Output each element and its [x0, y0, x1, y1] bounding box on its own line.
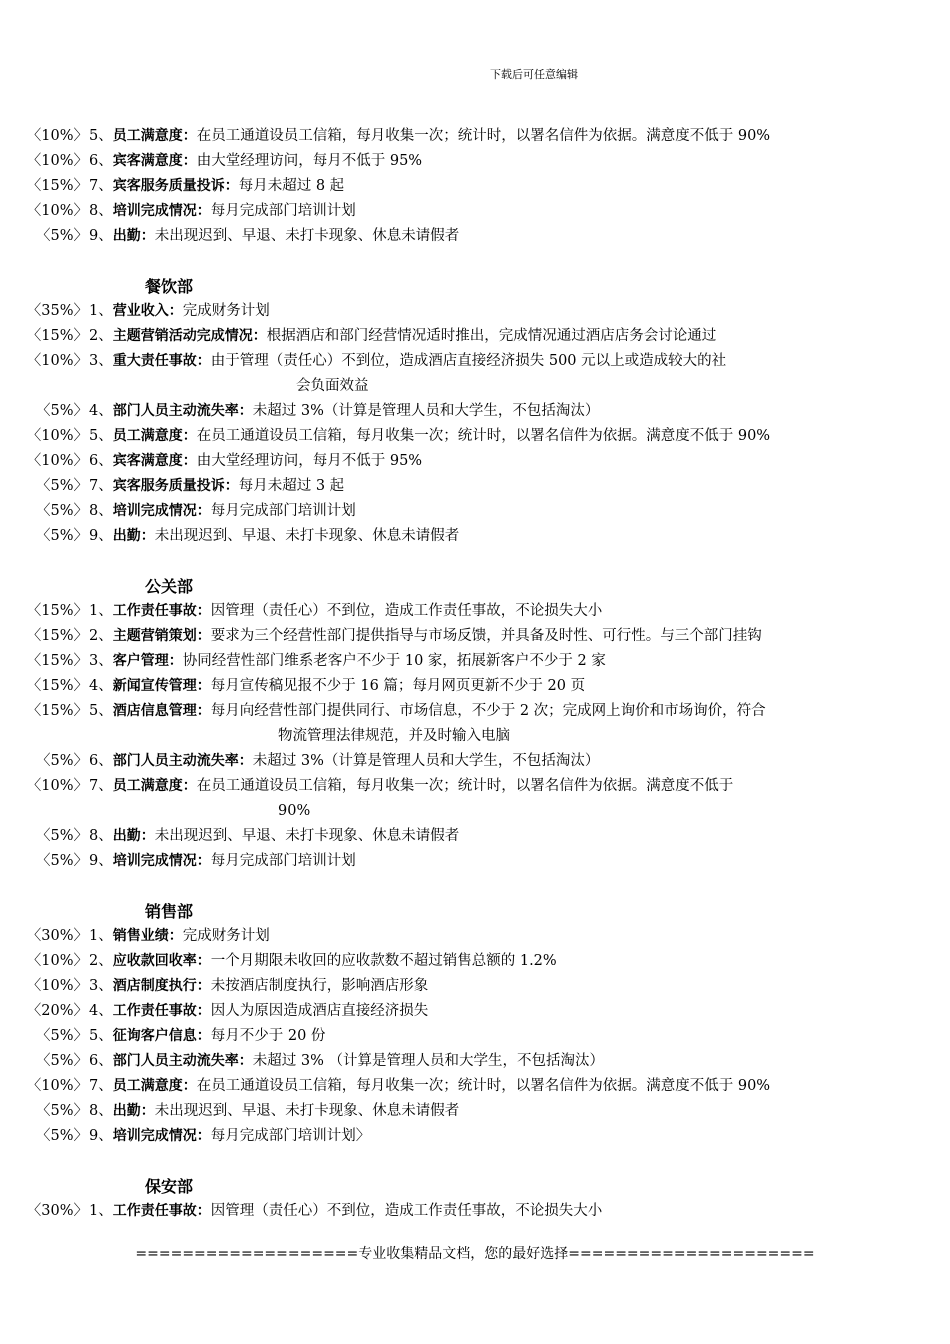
kpi-number: 6、 — [89, 453, 113, 469]
kpi-weight: 〈5%〉 — [35, 828, 88, 844]
kpi-description: 未出现迟到、早退、未打卡现象、休息未请假者 — [154, 1103, 460, 1119]
kpi-weight: 〈5%〉 — [35, 753, 88, 769]
kpi-number: 1、 — [89, 603, 113, 619]
kpi-label: 培训完成情况： — [112, 503, 211, 519]
kpi-weight: 〈5%〉 — [35, 478, 88, 494]
kpi-description: 在员工通道设员工信箱，每月收集一次；统计时，以署名信件为依据。满意度不低于 90% — [196, 1078, 771, 1094]
kpi-number: 8、 — [89, 1103, 113, 1119]
kpi-item — [0, 1099, 950, 1124]
kpi-item — [0, 699, 950, 724]
kpi-label: 部门人员主动流失率： — [112, 753, 253, 769]
kpi-item — [0, 474, 950, 499]
kpi-label: 营业收入： — [112, 303, 183, 319]
kpi-item — [0, 999, 950, 1024]
kpi-weight: 〈15%〉 — [26, 703, 88, 719]
kpi-label: 工作责任事故： — [112, 1003, 211, 1019]
department-heading: 销售部 — [145, 902, 194, 921]
kpi-number: 2、 — [89, 628, 113, 644]
kpi-description: 协同经营性部门维系老客户不少于 10 家，拓展新客户不少于 2 家 — [182, 653, 606, 669]
kpi-item — [0, 524, 950, 549]
kpi-number: 7、 — [89, 478, 113, 494]
kpi-weight: 〈15%〉 — [26, 628, 88, 644]
kpi-label: 主题营销策划： — [112, 628, 211, 644]
kpi-item — [0, 649, 950, 674]
kpi-number: 2、 — [89, 953, 113, 969]
kpi-item — [0, 1074, 950, 1099]
kpi-number: 1、 — [89, 1203, 113, 1219]
kpi-weight: 〈5%〉 — [35, 528, 88, 544]
kpi-label: 出勤： — [112, 828, 155, 844]
kpi-label: 培训完成情况： — [112, 203, 211, 219]
kpi-number: 4、 — [89, 678, 113, 694]
kpi-label: 部门人员主动流失率： — [112, 403, 253, 419]
kpi-weight: 〈35%〉 — [26, 303, 88, 319]
kpi-item — [0, 849, 950, 874]
kpi-item — [0, 424, 950, 449]
kpi-weight: 〈10%〉 — [26, 153, 88, 169]
kpi-weight: 〈5%〉 — [35, 1103, 88, 1119]
kpi-description: 因人为原因造成酒店直接经济损失 — [210, 1003, 429, 1019]
kpi-weight: 〈30%〉 — [26, 1203, 88, 1219]
kpi-item — [0, 599, 950, 624]
kpi-description: 要求为三个经营性部门提供指导与市场反馈，并具备及时性、可行性。与三个部门挂钩 — [210, 628, 762, 644]
kpi-number: 8、 — [89, 203, 113, 219]
kpi-weight: 〈10%〉 — [26, 453, 88, 469]
kpi-description: 每月未超过 3 起 — [238, 478, 345, 494]
kpi-number: 9、 — [89, 1128, 113, 1144]
kpi-item — [0, 199, 950, 224]
kpi-number: 6、 — [89, 753, 113, 769]
kpi-number: 6、 — [89, 153, 113, 169]
kpi-item — [0, 349, 950, 374]
kpi-description-continued: 90% — [278, 803, 311, 819]
kpi-item — [0, 1024, 950, 1049]
kpi-item — [0, 1049, 950, 1074]
kpi-description: 未出现迟到、早退、未打卡现象、休息未请假者 — [154, 828, 460, 844]
kpi-number: 8、 — [89, 828, 113, 844]
kpi-description-continued: 物流管理法律规范，并及时输入电脑 — [278, 728, 510, 744]
kpi-number: 1、 — [89, 303, 113, 319]
kpi-item — [0, 824, 950, 849]
kpi-weight: 〈5%〉 — [35, 1053, 88, 1069]
kpi-label: 出勤： — [112, 1103, 155, 1119]
page-footer: ===================专业收集精品文档，您的最好选择===================== — [135, 1246, 815, 1262]
kpi-number: 6、 — [89, 1053, 113, 1069]
kpi-description: 每月完成部门培训计划〉 — [210, 1128, 371, 1144]
kpi-number: 2、 — [89, 328, 113, 344]
kpi-label: 酒店信息管理： — [112, 703, 211, 719]
kpi-item — [0, 924, 950, 949]
kpi-item — [0, 1124, 950, 1149]
kpi-number: 3、 — [89, 353, 113, 369]
kpi-weight: 〈10%〉 — [26, 978, 88, 994]
kpi-number: 9、 — [89, 853, 113, 869]
kpi-description: 在员工通道设员工信箱，每月收集一次；统计时，以署名信件为依据。满意度不低于 90% — [196, 128, 771, 144]
kpi-label: 新闻宣传管理： — [112, 678, 211, 694]
kpi-weight: 〈10%〉 — [26, 353, 88, 369]
kpi-label: 培训完成情况： — [112, 1128, 211, 1144]
kpi-item — [0, 949, 950, 974]
kpi-item — [0, 974, 950, 999]
kpi-description: 因管理（责任心）不到位，造成工作责任事故，不论损失大小 — [210, 603, 603, 619]
kpi-label: 培训完成情况： — [112, 853, 211, 869]
kpi-weight: 〈10%〉 — [26, 1078, 88, 1094]
kpi-description: 每月不少于 20 份 — [210, 1028, 326, 1044]
kpi-item — [0, 399, 950, 424]
kpi-weight: 〈20%〉 — [26, 1003, 88, 1019]
kpi-label: 出勤： — [112, 528, 155, 544]
kpi-description: 未超过 3% （计算是管理人员和大学生，不包括淘汰） — [252, 1053, 604, 1069]
document-body — [0, 124, 950, 1224]
kpi-description: 根据酒店和部门经营情况适时推出，完成情况通过酒店店务会讨论通过 — [266, 328, 717, 344]
department-heading: 公关部 — [145, 577, 194, 596]
kpi-description: 由于管理（责任心）不到位，造成酒店直接经济损失 500 元以上或造成较大的社 — [210, 353, 727, 369]
kpi-label: 宾客服务质量投诉： — [112, 178, 239, 194]
kpi-item — [0, 449, 950, 474]
kpi-description: 未超过 3%（计算是管理人员和大学生，不包括淘汰） — [252, 753, 600, 769]
kpi-number: 4、 — [89, 1003, 113, 1019]
kpi-item — [0, 624, 950, 649]
kpi-weight: 〈5%〉 — [35, 1128, 88, 1144]
kpi-description: 每月未超过 8 起 — [238, 178, 345, 194]
kpi-item — [0, 1199, 950, 1224]
kpi-description-continued: 会负面效益 — [296, 378, 369, 394]
kpi-description: 完成财务计划 — [182, 303, 270, 319]
kpi-number: 7、 — [89, 778, 113, 794]
kpi-weight: 〈5%〉 — [35, 853, 88, 869]
kpi-label: 宾客服务质量投诉： — [112, 478, 239, 494]
kpi-label: 出勤： — [112, 228, 155, 244]
kpi-description: 在员工通道设员工信箱，每月收集一次；统计时，以署名信件为依据。满意度不低于 90% — [196, 428, 771, 444]
kpi-number: 3、 — [89, 978, 113, 994]
department-heading: 保安部 — [145, 1177, 194, 1196]
kpi-number: 8、 — [89, 503, 113, 519]
kpi-number: 4、 — [89, 403, 113, 419]
kpi-item — [0, 774, 950, 799]
kpi-label: 销售业绩： — [112, 928, 183, 944]
kpi-label: 征询客户信息： — [112, 1028, 211, 1044]
page-header: 下载后可任意编辑 — [490, 68, 578, 81]
kpi-label: 部门人员主动流失率： — [112, 1053, 253, 1069]
kpi-weight: 〈15%〉 — [26, 328, 88, 344]
kpi-weight: 〈10%〉 — [26, 203, 88, 219]
kpi-weight: 〈5%〉 — [35, 1028, 88, 1044]
kpi-description: 完成财务计划 — [182, 928, 270, 944]
kpi-label: 客户管理： — [112, 653, 183, 669]
kpi-description: 每月完成部门培训计划 — [210, 503, 356, 519]
kpi-label: 重大责任事故： — [112, 353, 211, 369]
kpi-label: 宾客满意度： — [112, 453, 197, 469]
kpi-item — [0, 124, 950, 149]
kpi-number: 7、 — [89, 178, 113, 194]
kpi-description: 未出现迟到、早退、未打卡现象、休息未请假者 — [154, 528, 460, 544]
kpi-weight: 〈15%〉 — [26, 653, 88, 669]
kpi-label: 员工满意度： — [112, 128, 197, 144]
kpi-number: 7、 — [89, 1078, 113, 1094]
department-heading: 餐饮部 — [145, 277, 194, 296]
kpi-description: 每月完成部门培训计划 — [210, 203, 356, 219]
kpi-label: 主题营销活动完成情况： — [112, 328, 267, 344]
kpi-weight: 〈15%〉 — [26, 603, 88, 619]
kpi-number: 9、 — [89, 228, 113, 244]
kpi-weight: 〈10%〉 — [26, 953, 88, 969]
kpi-item — [0, 674, 950, 699]
kpi-number: 5、 — [89, 428, 113, 444]
kpi-description: 由大堂经理访问，每月不低于 95% — [196, 153, 423, 169]
kpi-description: 每月完成部门培训计划 — [210, 853, 356, 869]
kpi-description: 因管理（责任心）不到位，造成工作责任事故，不论损失大小 — [210, 1203, 603, 1219]
kpi-weight: 〈5%〉 — [35, 503, 88, 519]
kpi-item — [0, 499, 950, 524]
kpi-label: 应收款回收率： — [112, 953, 211, 969]
kpi-label: 员工满意度： — [112, 428, 197, 444]
kpi-label: 员工满意度： — [112, 778, 197, 794]
kpi-description: 由大堂经理访问，每月不低于 95% — [196, 453, 423, 469]
kpi-description: 在员工通道设员工信箱，每月收集一次；统计时，以署名信件为依据。满意度不低于 — [196, 778, 734, 794]
kpi-item — [0, 149, 950, 174]
kpi-weight: 〈10%〉 — [26, 128, 88, 144]
kpi-item — [0, 749, 950, 774]
kpi-number: 1、 — [89, 928, 113, 944]
kpi-weight: 〈30%〉 — [26, 928, 88, 944]
kpi-item — [0, 299, 950, 324]
kpi-label: 宾客满意度： — [112, 153, 197, 169]
kpi-weight: 〈15%〉 — [26, 678, 88, 694]
kpi-weight: 〈10%〉 — [26, 778, 88, 794]
kpi-item — [0, 324, 950, 349]
kpi-number: 5、 — [89, 128, 113, 144]
kpi-label: 工作责任事故： — [112, 1203, 211, 1219]
kpi-label: 员工满意度： — [112, 1078, 197, 1094]
kpi-weight: 〈10%〉 — [26, 428, 88, 444]
kpi-label: 酒店制度执行： — [112, 978, 211, 994]
kpi-number: 5、 — [89, 1028, 113, 1044]
kpi-weight: 〈5%〉 — [35, 403, 88, 419]
kpi-description: 每月宣传稿见报不少于 16 篇；每月网页更新不少于 20 页 — [210, 678, 586, 694]
kpi-weight: 〈15%〉 — [26, 178, 88, 194]
kpi-number: 9、 — [89, 528, 113, 544]
kpi-number: 5、 — [89, 703, 113, 719]
kpi-description: 未出现迟到、早退、未打卡现象、休息未请假者 — [154, 228, 460, 244]
kpi-weight: 〈5%〉 — [35, 228, 88, 244]
kpi-item — [0, 174, 950, 199]
kpi-description: 一个月期限未收回的应收款数不超过销售总额的 1.2% — [210, 953, 557, 969]
kpi-item — [0, 224, 950, 249]
kpi-number: 3、 — [89, 653, 113, 669]
kpi-description: 未按酒店制度执行，影响酒店形象 — [210, 978, 429, 994]
kpi-label: 工作责任事故： — [112, 603, 211, 619]
kpi-description: 未超过 3%（计算是管理人员和大学生，不包括淘汰） — [252, 403, 600, 419]
kpi-description: 每月向经营性部门提供同行、市场信息，不少于 2 次；完成网上询价和市场询价，符合 — [210, 703, 766, 719]
